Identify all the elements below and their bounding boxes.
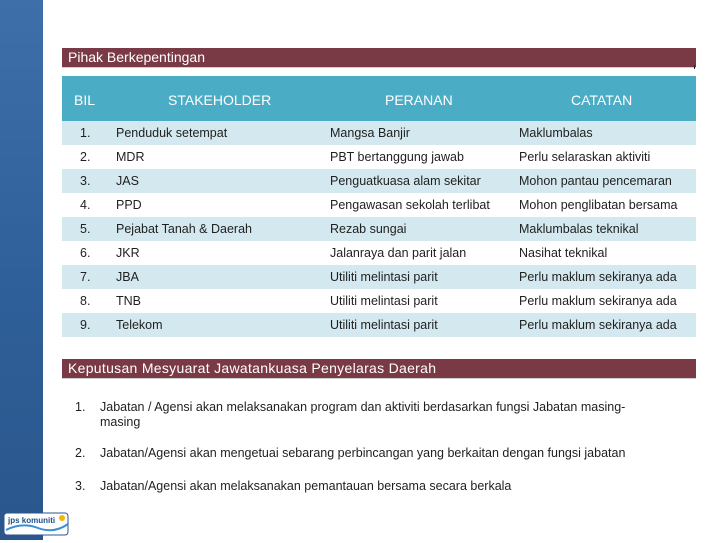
- header-bil: BIL: [74, 92, 96, 108]
- row-peranan: Pengawasan sekolah terlibat: [330, 198, 490, 212]
- table-row: [62, 193, 696, 217]
- row-stakeholder: JKR: [116, 246, 140, 260]
- row-bil: 3.: [80, 174, 91, 188]
- row-bil: 4.: [80, 198, 91, 212]
- row-peranan: Jalanraya dan parit jalan: [330, 246, 467, 260]
- table-row: [62, 217, 696, 241]
- row-stakeholder: JBA: [116, 270, 139, 284]
- row-stakeholder: Pejabat Tanah & Daerah: [116, 222, 252, 236]
- table-row: [62, 145, 696, 169]
- row-stakeholder: TNB: [116, 294, 141, 308]
- row-peranan: Penguatkuasa alam sekitar: [330, 174, 481, 188]
- row-catatan: Perlu selaraskan aktiviti: [519, 150, 651, 164]
- row-catatan: Perlu maklum sekiranya ada: [519, 270, 677, 284]
- row-peranan: Utiliti melintasi parit: [330, 294, 438, 308]
- row-peranan: Utiliti melintasi parit: [330, 270, 438, 284]
- table-row: [62, 241, 696, 265]
- section-title-text: Pihak Berkepentingan: [68, 49, 205, 65]
- table-row: [62, 289, 696, 313]
- row-bil: 9.: [80, 318, 91, 332]
- table-row: [62, 265, 696, 289]
- list-item-number: 2.: [75, 446, 86, 460]
- row-peranan: PBT bertanggung jawab: [330, 150, 464, 164]
- section-title-decisions: [62, 359, 696, 378]
- left-decorative-strip: [0, 0, 43, 540]
- table-row: [62, 169, 696, 193]
- list-item-text: Jabatan/Agensi akan melaksanakan pemantauan bersama secara berkala: [100, 479, 512, 493]
- row-peranan: Mangsa Banjir: [330, 126, 410, 140]
- row-catatan: Mohon penglibatan bersama: [519, 198, 678, 212]
- row-catatan: Perlu maklum sekiranya ada: [519, 294, 677, 308]
- table-body: [62, 121, 696, 337]
- row-stakeholder: JAS: [116, 174, 139, 188]
- row-catatan: Mohon pantau pencemaran: [519, 174, 672, 188]
- row-catatan: Maklumbalas: [519, 126, 593, 140]
- list-item-number: 1.: [75, 400, 86, 414]
- header-stakeholder: STAKEHOLDER: [168, 92, 272, 108]
- list-item-number: 3.: [75, 479, 86, 493]
- row-peranan: Utiliti melintasi parit: [330, 318, 438, 332]
- row-catatan: Nasihat teknikal: [519, 246, 608, 260]
- row-catatan: Maklumbalas teknikal: [519, 222, 639, 236]
- section-title-text: Keputusan Mesyuarat Jawatankuasa Penyelaras Daerah: [68, 360, 437, 376]
- row-bil: 8.: [80, 294, 91, 308]
- stakeholder-table: [62, 76, 696, 337]
- row-bil: 5.: [80, 222, 91, 236]
- row-bil: 2.: [80, 150, 91, 164]
- list-item-text: Jabatan/Agensi akan mengetuai sebarang perbincangan yang berkaitan dengan fungsi jabatan: [100, 446, 626, 460]
- row-peranan: Rezab sungai: [330, 222, 407, 236]
- list-item-text: Jabatan / Agensi akan melaksanakan program dan aktiviti berdasarkan fungsi Jabatan masing-masing: [100, 400, 626, 429]
- row-bil: 7.: [80, 270, 91, 284]
- jps-komuniti-logo: [2, 510, 72, 538]
- row-bil: 6.: [80, 246, 91, 260]
- table-row: [62, 313, 696, 337]
- section-title-stakeholders: [62, 48, 696, 67]
- row-stakeholder: MDR: [116, 150, 145, 164]
- table-row: [62, 121, 696, 145]
- decorative-tick: [694, 65, 695, 69]
- row-catatan: Perlu maklum sekiranya ada: [519, 318, 677, 332]
- row-bil: 1.: [80, 126, 91, 140]
- row-stakeholder: Penduduk setempat: [116, 126, 228, 140]
- header-catatan: CATATAN: [571, 92, 633, 108]
- row-stakeholder: PPD: [116, 198, 142, 212]
- header-peranan: PERANAN: [385, 92, 453, 108]
- row-stakeholder: Telekom: [116, 318, 163, 332]
- table-header: [62, 76, 696, 121]
- svg-text:jps komuniti: jps komuniti: [8, 516, 56, 525]
